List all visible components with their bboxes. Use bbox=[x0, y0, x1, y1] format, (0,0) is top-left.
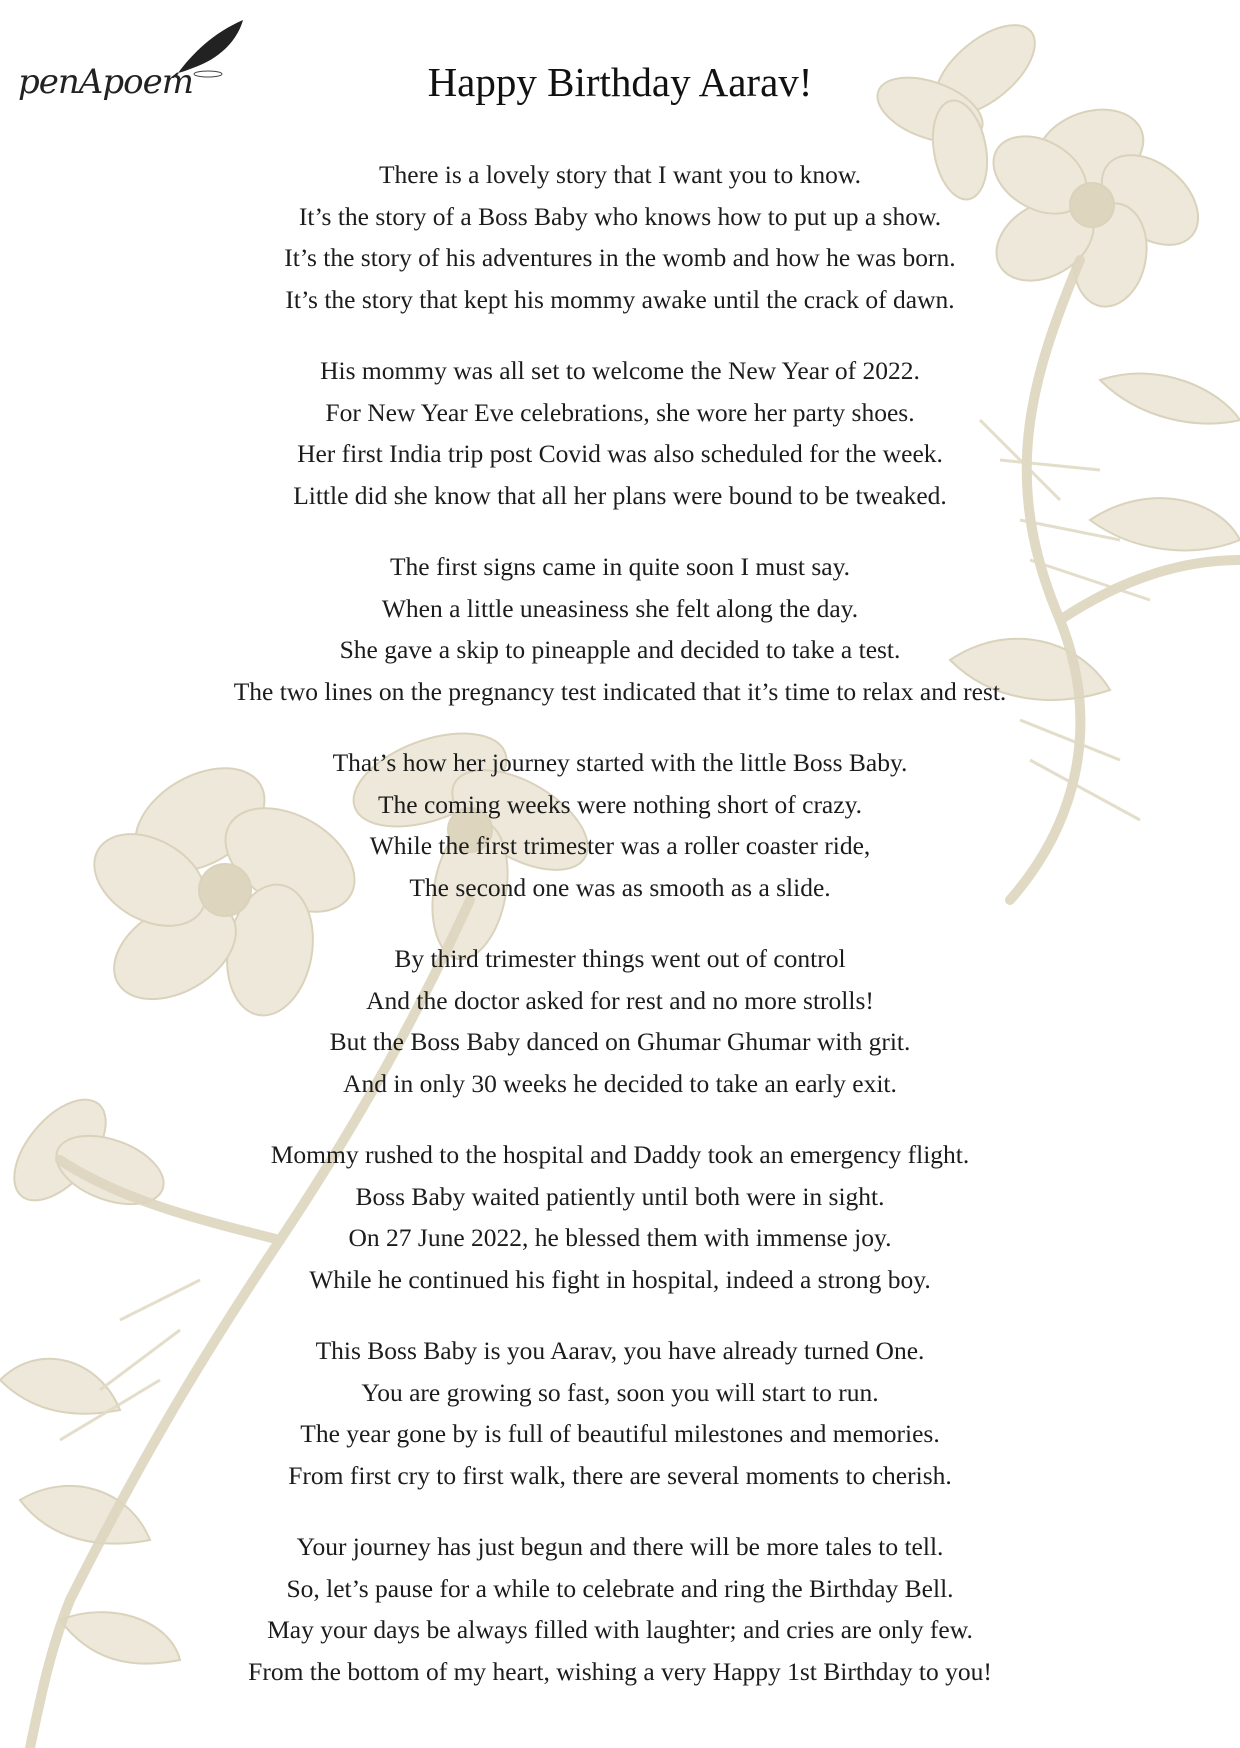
stanza bbox=[60, 350, 1180, 516]
poem-line: May your days be always filled with laughter; and cries are only few. bbox=[267, 1615, 973, 1644]
logo-wordmark: penApoem bbox=[18, 62, 193, 102]
stanza bbox=[60, 546, 1180, 712]
poem-line: The coming weeks were nothing short of crazy. bbox=[377, 789, 863, 819]
poem-line: The second one was as smooth as a slide. bbox=[409, 872, 831, 902]
poem-line: While he continued his fight in hospital, indeed a strong boy. bbox=[309, 1264, 931, 1294]
poem-line: Mommy rushed to the hospital and Daddy took an emergency flight. bbox=[270, 1140, 970, 1169]
stanza bbox=[60, 1526, 1180, 1692]
poem-line: Your journey has just begun and there will be more tales to tell. bbox=[296, 1532, 944, 1561]
poem-line: It’s the story that kept his mommy awake until the crack of dawn. bbox=[285, 284, 955, 314]
poem-line: The first signs came in quite soon I must say. bbox=[389, 552, 851, 581]
poem-line: This Boss Baby is you Aarav, you have already turned One. bbox=[315, 1336, 925, 1365]
poem-line: His mommy was all set to welcome the New Year of 2022. bbox=[320, 356, 920, 385]
poem-line: That’s how her journey started with the little Boss Baby. bbox=[332, 748, 908, 777]
stanza bbox=[60, 1134, 1180, 1300]
poem-line: The two lines on the pregnancy test indicated that it’s time to relax and rest. bbox=[233, 676, 1007, 706]
poem-line: And the doctor asked for rest and no more strolls! bbox=[366, 985, 874, 1015]
stanza bbox=[60, 938, 1180, 1104]
poem-line: Little did she know that all her plans were bound to be tweaked. bbox=[293, 480, 947, 510]
poem-line: It’s the story of his adventures in the womb and how he was born. bbox=[284, 243, 956, 272]
poem-line: From the bottom of my heart, wishing a very Happy 1st Birthday to you! bbox=[248, 1656, 992, 1686]
poem-line: You are growing so fast, soon you will start to run. bbox=[361, 1377, 879, 1407]
poem-line: From first cry to first walk, there are several moments to cherish. bbox=[288, 1460, 952, 1490]
poem-line: While the first trimester was a roller coaster ride, bbox=[369, 831, 871, 860]
poem-line: Her first India trip post Covid was also scheduled for the week. bbox=[297, 439, 943, 468]
page-title: Happy Birthday Aarav! bbox=[427, 59, 813, 105]
poem-line: But the Boss Baby danced on Ghumar Ghumar with grit. bbox=[329, 1027, 911, 1056]
stanza bbox=[60, 742, 1180, 908]
poem-line: And in only 30 weeks he decided to take an early exit. bbox=[343, 1068, 897, 1098]
stanza bbox=[60, 1330, 1180, 1496]
poem-line: Boss Baby waited patiently until both were in sight. bbox=[355, 1181, 885, 1211]
poem-line: There is a lovely story that I want you to know. bbox=[378, 160, 862, 189]
poem-line: By third trimester things went out of control bbox=[394, 944, 846, 973]
poem-line: The year gone by is full of beautiful milestones and memories. bbox=[300, 1419, 940, 1448]
poem-line: It’s the story of a Boss Baby who knows how to put up a show. bbox=[298, 201, 942, 231]
poem-line: When a little uneasiness she felt along the day. bbox=[381, 593, 859, 623]
stanza bbox=[60, 154, 1180, 320]
poem-line: So, let’s pause for a while to celebrate and ring the Birthday Bell. bbox=[286, 1573, 954, 1603]
poem-line: For New Year Eve celebrations, she wore her party shoes. bbox=[325, 397, 915, 427]
poem-line: She gave a skip to pineapple and decided to take a test. bbox=[339, 635, 901, 664]
poem-body bbox=[60, 154, 1180, 1722]
poem-line: On 27 June 2022, he blessed them with immense joy. bbox=[348, 1223, 892, 1252]
